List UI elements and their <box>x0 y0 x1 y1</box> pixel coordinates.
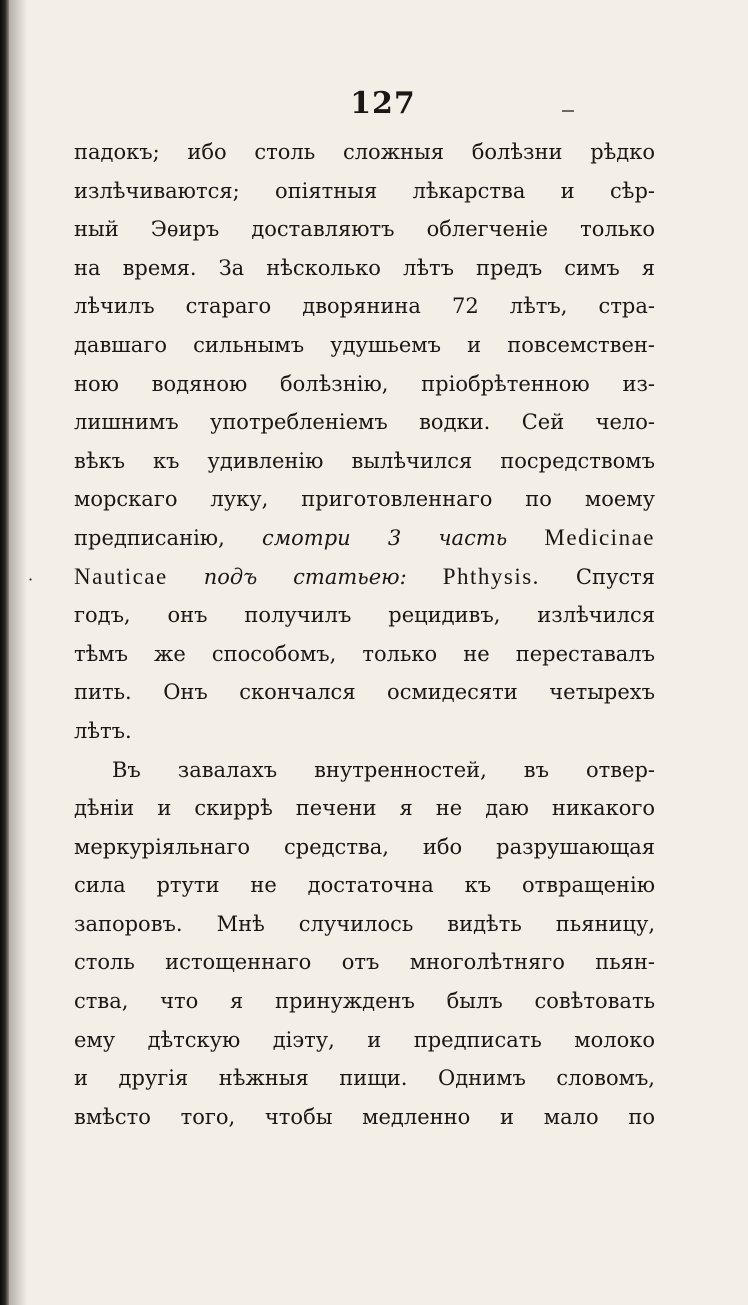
text-line: ною водяною болѣзнію, пріобрѣтенною из- <box>74 371 655 396</box>
text-line: запоровъ. Мнѣ случилось видѣть пьяницу, <box>74 911 655 936</box>
margin-mark: · <box>28 570 34 589</box>
text-line: морскаго луку, приготовленнаго по моему <box>74 487 655 512</box>
text-line: ный Эѳиръ доставляютъ облегченіе только <box>74 217 655 242</box>
text-line: Nauticae подъ статьею: Phthysis. Спустя <box>74 563 655 589</box>
text-line: дѣніи и скиррѣ печени я не даю никакого <box>74 796 655 821</box>
text-line: годъ, онъ получилъ рецидивъ, излѣчился <box>74 603 655 628</box>
book-binding-edge <box>0 0 9 1305</box>
text-line: вмѣсто того, чтобы медленно и мало по <box>74 1104 655 1129</box>
text-line: тѣмъ же способомъ, только не переставалъ <box>74 641 655 666</box>
text-line: столь истощеннаго отъ многолѣтняго пьян- <box>74 950 655 975</box>
body-text <box>74 133 655 1136</box>
page-number: 127 <box>350 86 416 121</box>
binding-shadow <box>9 0 27 1305</box>
text-line-paragraph-start: Въ завалахъ внутренностей, въ отвер- <box>112 757 655 782</box>
italic-reference: подъ статьею: <box>203 564 407 589</box>
text-line: давшаго сильнымъ удушьемъ и повсемствен- <box>74 332 655 357</box>
text-line: излѣчиваются; опіятныя лѣкарства и сѣр- <box>74 178 655 203</box>
text-line: лишнимъ употребленіемъ водки. Сей чело- <box>74 410 655 435</box>
latin-title: Medicinae <box>544 524 655 550</box>
text-line: лѣчилъ стараго дворянина 72 лѣтъ, стра- <box>74 294 655 319</box>
text-line: ства, что я принужденъ былъ совѣтовать <box>74 989 655 1014</box>
italic-reference: смотри 3 часть <box>261 525 508 550</box>
text-line: падокъ; ибо столь сложныя болѣзни рѣдко <box>74 140 655 164</box>
text-line: сила ртути не достаточна къ отвращенію <box>74 873 655 898</box>
print-mark <box>562 110 574 112</box>
text-line: меркуріяльнаго средства, ибо разрушающая <box>74 834 655 859</box>
text-line: предписанію, смотри 3 часть Medicinae <box>74 524 655 550</box>
latin-term: Phthysis. <box>442 563 540 589</box>
text-line: ему дѣтскую діэту, и предписать молоко <box>74 1027 655 1052</box>
text-line: лѣтъ. <box>74 718 132 743</box>
latin-title: Nauticae <box>74 563 168 589</box>
text-line: и другія нѣжныя пищи. Однимъ словомъ, <box>74 1066 655 1091</box>
text-line: вѣкъ къ удивленію вылѣчился посредствомъ <box>74 448 655 473</box>
text-line: пить. Онъ скончался осмидесяти четырехъ <box>74 680 655 705</box>
text-line: на время. За нѣсколько лѣтъ предъ симъ я <box>74 255 655 280</box>
